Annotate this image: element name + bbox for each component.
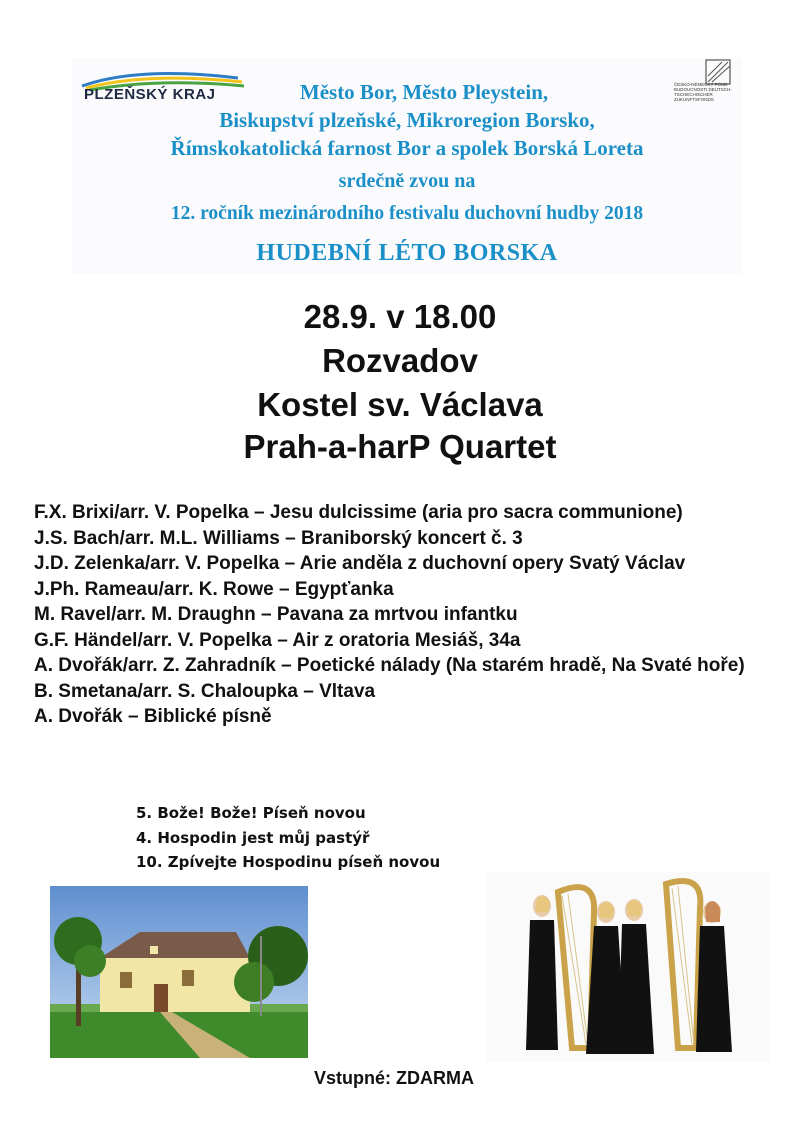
church-photo (50, 886, 308, 1058)
program-item: J.D. Zelenka/arr. V. Popelka – Arie anděla z duchovní opery Svatý Václav (34, 553, 686, 574)
program-item: J.S. Bach/arr. M.L. Williams – Braniborský koncert č. 3 (34, 527, 523, 549)
song-item: 10. Zpívejte Hospodinu píseň novou (136, 853, 441, 871)
song-item: 4. Hospodin jest můj pastýř (136, 828, 370, 847)
invitation-line: srdečně zvou na (338, 170, 476, 192)
program-item: A. Dvořák/arr. Z. Zahradník – Poetické nálady (Na starém hradě, Na Svaté hoře) (34, 655, 745, 676)
organizers-line-1: Město Bor, Město Pleystein, (299, 80, 549, 104)
event-venue: Kostel sv. Václava (257, 386, 543, 423)
program-item: G.F. Händel/arr. V. Popelka – Air z oratoria Mesiáš, 34a (34, 629, 521, 651)
organizers-line-2: Biskupství plzeňské, Mikroregion Borsko, (219, 108, 595, 132)
song-list (136, 801, 440, 875)
event-town: Rozvadov (322, 342, 478, 379)
organizers-line-3: Římskokatolická farnost Bor a spolek Borská Loreta (170, 136, 644, 160)
event-ensemble: Prah-a-harP Quartet (243, 428, 557, 465)
logo-left-text: PLZEŇSKÝ KRAJ (84, 86, 216, 103)
program-item: F.X. Brixi/arr. V. Popelka – Jesu dulcissime (aria pro sacra communione) (34, 502, 683, 523)
event-date-time: 28.9. v 18.00 (303, 298, 497, 335)
song-item: 5. Bože! Bože! Píseň novou (136, 804, 366, 822)
admission-text: Vstupné: ZDARMA (314, 1068, 474, 1088)
program-item: M. Ravel/arr. M. Draughn – Pavana za mrtvou infantku (34, 604, 518, 625)
program-item: B. Smetana/arr. S. Chaloupka – Vltava (34, 680, 376, 702)
program-item: A. Dvořák – Biblické písně (34, 706, 272, 727)
header-banner (72, 58, 742, 274)
festival-line: 12. ročník mezinárodního festivalu duchovní hudby 2018 (170, 203, 644, 224)
program-list (34, 500, 764, 730)
festival-title: HUDEBNÍ LÉTO BORSKA (256, 240, 558, 266)
program-item: J.Ph. Rameau/arr. K. Rowe – Egypťanka (34, 578, 394, 600)
quartet-photo (486, 872, 770, 1062)
logo-right-text: ČESKO-NĚMECKÝ FOND BUDOUCNOSTI DEUTSCH-TSCHECHISCHER ZUKUNFTSFONDS (674, 82, 732, 102)
